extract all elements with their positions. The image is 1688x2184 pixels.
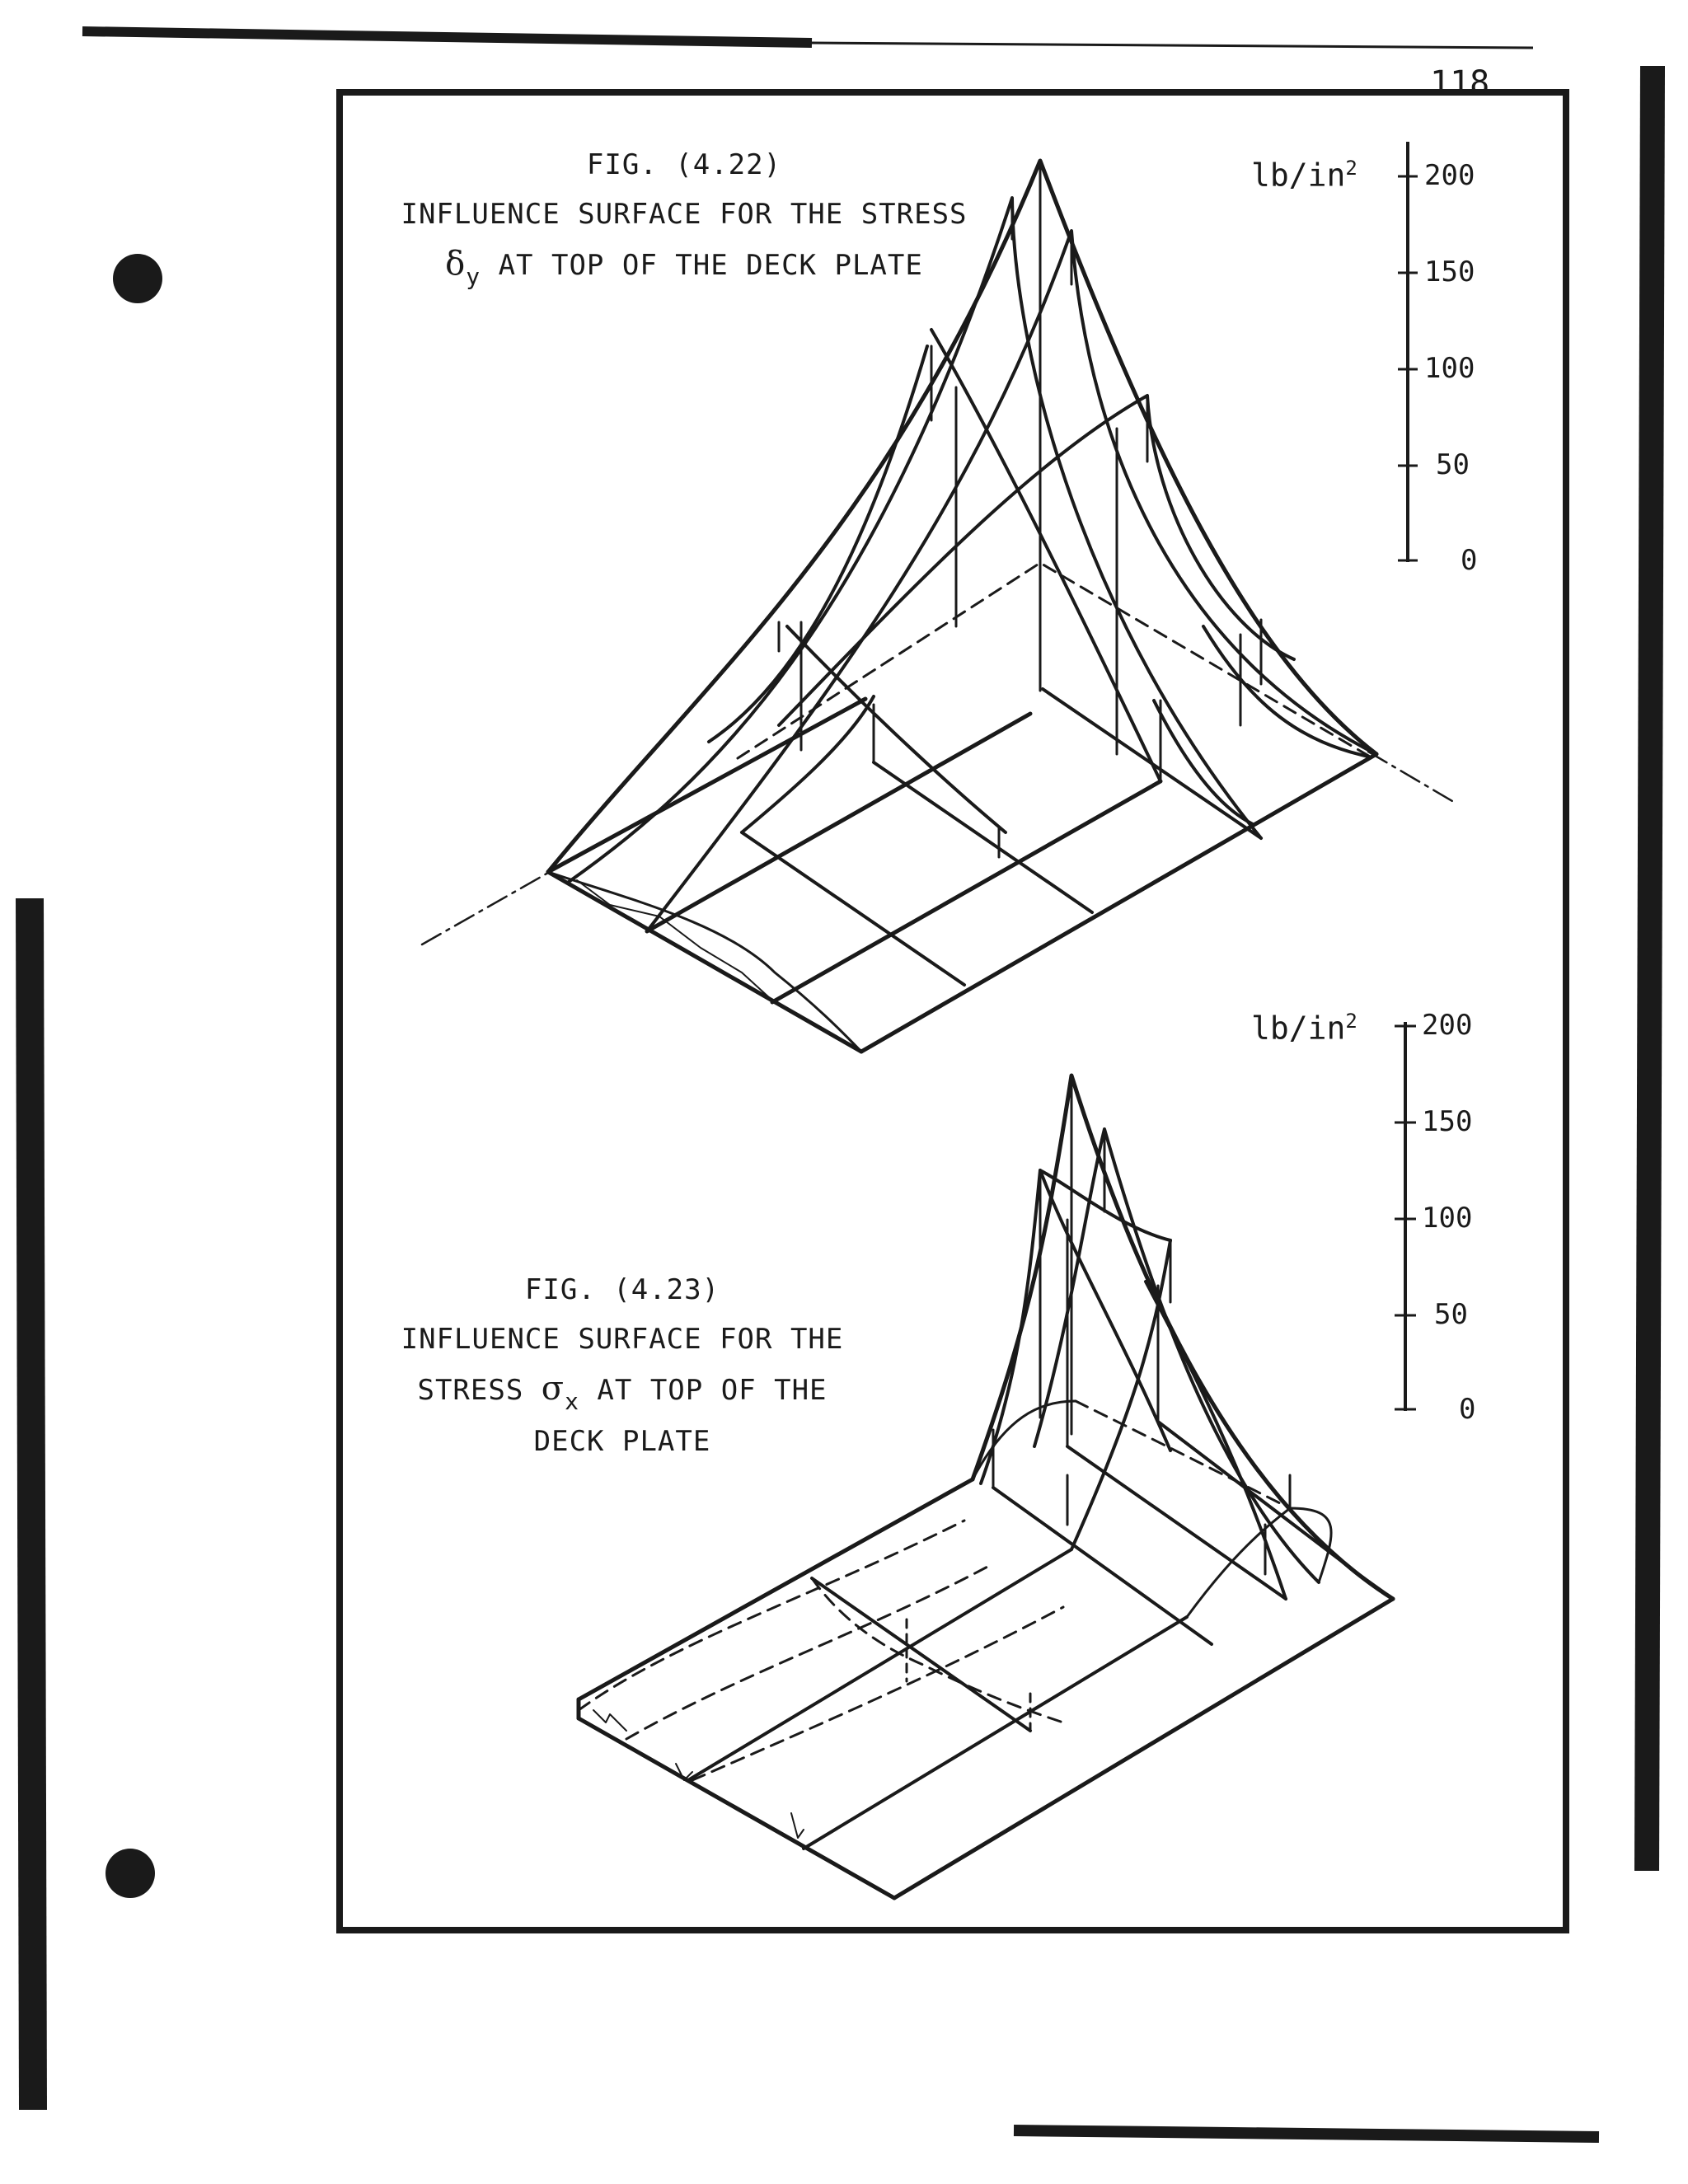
figure-1-tick-150: 150 [1424, 255, 1475, 288]
figure-2-symbol-subscript: x [565, 1388, 579, 1415]
figure-2-caption-line-2-rest: AT TOP OF THE [579, 1374, 828, 1407]
figure-2-tick-150: 150 [1422, 1105, 1473, 1138]
figure-1-tick-0: 0 [1461, 544, 1478, 577]
figure-1-symbol-subscript: y [466, 263, 481, 290]
punch-holes [106, 254, 162, 1898]
influence-surface-sigma-y [422, 161, 1452, 1052]
figure-2-tick-200: 200 [1422, 1009, 1473, 1042]
figure-1-unit-label [1251, 157, 1357, 194]
figure-2-tick-0: 0 [1459, 1393, 1476, 1426]
figure-1-unit-exponent: 2 [1345, 157, 1357, 180]
scale-bar-2 [1395, 1022, 1416, 1411]
figure-1-label: FIG. (4.22) [586, 148, 782, 181]
figure-1-symbol: δ [445, 245, 467, 283]
figure-1-tick-100: 100 [1424, 352, 1475, 385]
figure-2-caption-line-2 [375, 1364, 870, 1417]
figure-1-unit-base: lb/in [1251, 157, 1346, 194]
figure-1-caption-line-2-rest: AT TOP OF THE DECK PLATE [481, 249, 923, 282]
figure-2-symbol: σ [541, 1370, 565, 1408]
figure-2-tick-50: 50 [1434, 1298, 1468, 1331]
figure-2-unit-label [1251, 1010, 1357, 1047]
figure-1-tick-50: 50 [1436, 448, 1470, 481]
figure-2-caption-line-3: DECK PLATE [533, 1425, 711, 1458]
figure-1-caption [387, 140, 981, 292]
scale-bar-1 [1398, 142, 1418, 562]
figure-1-tick-200: 200 [1424, 159, 1475, 192]
figure-1-caption-line-1: INFLUENCE SURFACE FOR THE STRESS [401, 198, 968, 231]
figure-1-caption-line-2 [387, 239, 981, 292]
figure-2-caption-line-1: INFLUENCE SURFACE FOR THE [401, 1323, 844, 1356]
figure-2-unit-base: lb/in [1251, 1010, 1346, 1047]
figure-2-tick-100: 100 [1422, 1202, 1473, 1235]
figure-2-caption-line-2-prefix: STRESS [417, 1374, 542, 1407]
influence-surface-sigma-x [579, 1076, 1393, 1898]
figure-2-caption [375, 1265, 870, 1466]
figure-2-unit-exponent: 2 [1345, 1010, 1357, 1033]
figure-2-label: FIG. (4.23) [524, 1273, 720, 1306]
page-number: 118 [1430, 64, 1490, 102]
